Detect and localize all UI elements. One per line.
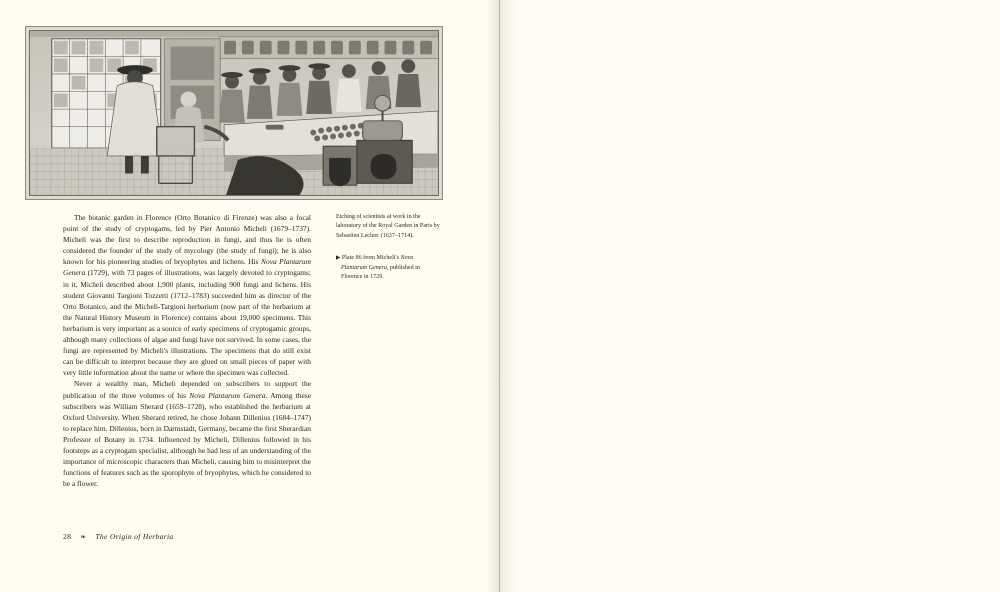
right-page	[500, 0, 1000, 592]
folio-line	[63, 532, 363, 541]
folio-ornament-icon: ❧	[80, 533, 87, 541]
figure-caption: Etching of scientists at work in the laboratory of the Royal Garden in Paris by Sebastien Leclerc (1637–1714).	[336, 214, 440, 239]
gutter-shadow-right	[500, 0, 516, 592]
gutter-shadow-left	[486, 0, 500, 592]
plate-note: ▶ Plate 86 from Micheli's Nova Plantarum Genera, published in Florence in 1729.	[336, 255, 420, 281]
caption-column	[336, 213, 440, 282]
etching-artwork	[30, 31, 438, 195]
triangle-marker: ▶	[336, 255, 341, 262]
etching-scientists-laboratory	[25, 26, 443, 200]
paragraph-2: Never a wealthy man, Micheli depended on subscribers to support the publication of the three volumes of his Nova Plantarum Genera. Among these subscribers was William Sherard (1659–1728), who established the herbarium at Oxford University. When Sherard retired, he chose Johann Dillenius (1684–1747) to replace him. Dillenius, born in Darmstadt, Germany, became the first Sherardian Professor of Botany in 1734. Influenced by Micheli, Dillenius followed in his footsteps as a cryptogam specialist, although he had less of an understanding of the importance of microscopic characters than Micheli, causing him to misinterpret the functions of features such as the sporophyte of bryophytes, which he considered to be a flower.	[63, 379, 311, 489]
etching-plate-border	[29, 30, 439, 196]
running-title: The Origin of Herbaria	[95, 532, 174, 541]
page-number: 28	[63, 532, 72, 541]
body-text-column	[63, 212, 311, 489]
paragraph-1: The botanic garden in Florence (Orto Botanico di Firenze) was also a focal point of the study of cryptogams, led by Pier Antonio Micheli (1679–1737). Micheli was the first to describe reproduction in fungi, and thus he is often considered the founder of the study of mycology (the study of fungi); he is also known for his pioneering studies of bryophytes and lichens. His Nova Plantarum Genera (1729), with 73 pages of illustrations, was largely devoted to cryptogams; in it, Micheli described about 1,900 plants, including 900 fungi and lichens. His student Giovanni Targioni Tozzetti (1712–1783) succeeded him as director of the Orto Botanico, and the Micheli-Targioni herbarium (now part of the herbarium at the Natural History Museum in Florence) contains about 19,000 specimens. This herbarium is very important as a source of early specimens of cryptogamic groups, although many collections of algae and fungi have not survived. In some cases, the fungi are represented by Micheli's illustrations. The specimens that do still exist can be difficult to interpret because they are glued on small pieces of paper with very little information about the name or where the specimen was collected.	[63, 213, 311, 378]
